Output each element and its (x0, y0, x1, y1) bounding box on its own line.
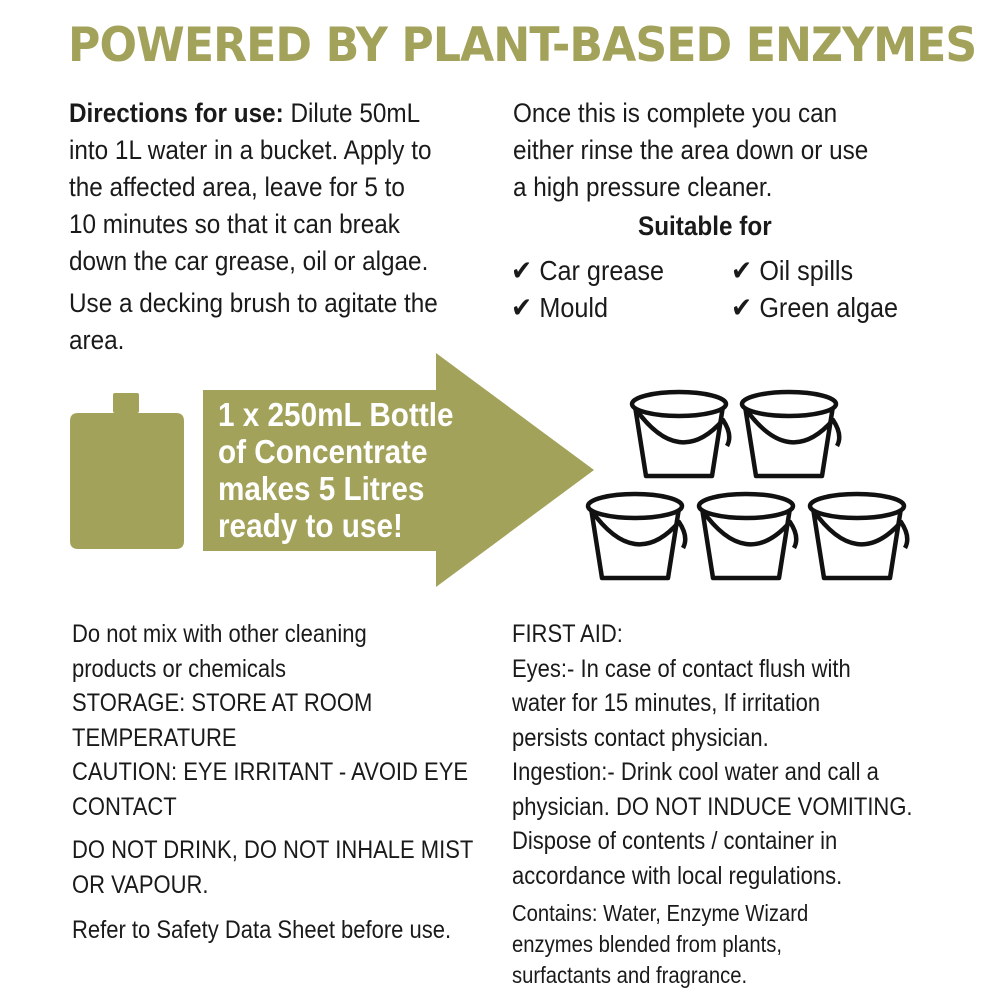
safety-line: STORAGE: STORE AT ROOM (72, 689, 373, 717)
contains-block (512, 898, 808, 991)
rinse-line: a high pressure cleaner. (513, 172, 773, 202)
first-aid-line: Eyes:- In case of contact flush with (512, 654, 851, 683)
directions-line: 10 minutes so that it can break (69, 209, 400, 239)
brush-line: Use a decking brush to agitate the (69, 288, 438, 318)
bottle-icon (70, 393, 184, 549)
contains-line: Contains: Water, Enzyme Wizard (512, 900, 809, 926)
check-icon: ✔ (731, 292, 753, 323)
check-icon: ✔ (731, 255, 753, 286)
directions-line: down the car grease, oil or algae. (69, 246, 429, 276)
suitable-heading: Suitable for (638, 211, 772, 241)
safety-line: CONTACT (72, 792, 177, 821)
arrow-line: of Concentrate (218, 433, 428, 470)
suitable-item: ✔ Mould (511, 292, 608, 323)
sds-note: Refer to Safety Data Sheet before use. (72, 916, 452, 944)
arrow-line: makes 5 Litres (218, 470, 425, 507)
suitable-item: ✔ Oil spills (731, 255, 854, 286)
page-title: POWERED BY PLANT-BASED ENZYMES (68, 18, 977, 73)
rinse-line: Once this is complete you can (513, 98, 838, 128)
first-aid-line: Dispose of contents / container in (512, 827, 838, 855)
first-aid-block (512, 617, 913, 893)
arrow-caption (218, 396, 454, 544)
safety-line: OR VAPOUR. (72, 870, 209, 899)
bucket-icon (810, 494, 907, 578)
suitable-item: ✔ Green algae (731, 292, 899, 323)
first-aid-line: accordance with local regulations. (512, 861, 843, 890)
safety-block-2 (72, 833, 473, 902)
suitable-item: ✔ Car grease (511, 255, 664, 286)
first-aid-line: Ingestion:- Drink cool water and call a (512, 758, 879, 786)
contains-line: surfactants and fragrance. (512, 962, 748, 988)
first-aid-line: physician. DO NOT INDUCE VOMITING. (512, 792, 913, 821)
safety-line: CAUTION: EYE IRRITANT - AVOID EYE (72, 758, 469, 786)
first-aid-line: FIRST AID: (512, 620, 623, 648)
first-aid-line: persists contact physician. (512, 723, 769, 752)
directions-line: Directions for use: Dilute 50mL (69, 98, 421, 128)
bucket-icon (632, 392, 729, 476)
directions-line: the affected area, leave for 5 to (69, 172, 405, 202)
check-icon: ✔ (511, 255, 533, 286)
contains-line: enzymes blended from plants, (512, 931, 783, 957)
bucket-icon (588, 494, 685, 578)
arrow-line: ready to use! (218, 507, 403, 544)
rinse-line: either rinse the area down or use (513, 135, 869, 165)
directions-line: into 1L water in a bucket. Apply to (69, 135, 432, 165)
brush-line: area. (69, 325, 125, 355)
arrow-line: 1 x 250mL Bottle (218, 396, 454, 433)
directions-label: Directions for use: (69, 98, 284, 128)
first-aid-line: water for 15 minutes, If irritation (512, 689, 821, 717)
safety-line: Do not mix with other cleaning (72, 620, 367, 648)
safety-line: DO NOT DRINK, DO NOT INHALE MIST (72, 836, 474, 864)
check-icon: ✔ (511, 292, 533, 323)
safety-line: products or chemicals (72, 654, 286, 683)
bucket-icon (742, 392, 839, 476)
bucket-icon (699, 494, 796, 578)
safety-block (72, 617, 468, 824)
safety-line: TEMPERATURE (72, 723, 237, 752)
